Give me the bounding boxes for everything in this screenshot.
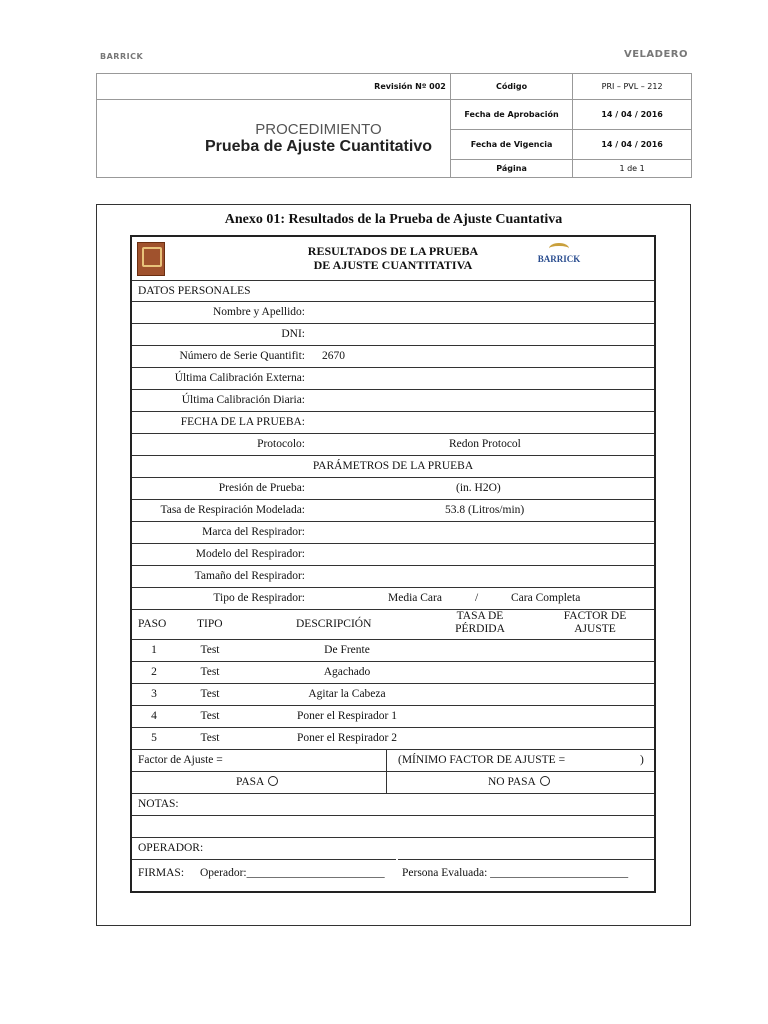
- vigencia-value: 14 / 04 / 2016: [573, 130, 692, 160]
- table-row: [132, 684, 654, 706]
- step-tipo: Test: [200, 644, 220, 656]
- step-tipo: Test: [200, 732, 220, 744]
- option-separator: /: [475, 592, 479, 604]
- step-tipo: Test: [200, 710, 220, 722]
- protocolo-label: Protocolo:: [257, 438, 305, 450]
- results-form: [130, 235, 656, 893]
- cal-ext-label: Última Calibración Externa:: [174, 372, 305, 384]
- step-paso: 5: [151, 732, 157, 744]
- vigencia-label: Fecha de Vigencia: [450, 130, 572, 160]
- codigo-label: Código: [450, 74, 572, 100]
- step-descripcion: Agitar la Cabeza: [308, 688, 386, 700]
- dni-label: DNI:: [281, 328, 305, 340]
- document-control-table: [96, 73, 692, 178]
- procedure-title: PROCEDIMIENTO: [255, 121, 382, 138]
- presion-value: (in. H2O): [456, 482, 501, 494]
- step-paso: 2: [151, 666, 157, 678]
- no-pasa-radio-icon[interactable]: [540, 776, 550, 786]
- form-title-line-2: DE AJUSTE CUANTITATIVA: [313, 258, 473, 272]
- steps-table-header: [132, 610, 654, 640]
- annex-box: [96, 204, 691, 926]
- pagina-label: Página: [450, 160, 572, 178]
- tipo-respirador-label: Tipo de Respirador:: [213, 592, 305, 604]
- tamano-label: Tamaño del Respirador:: [194, 570, 305, 582]
- col-factor-line-1: FACTOR DE: [563, 610, 627, 622]
- step-descripcion: Poner el Respirador 2: [297, 732, 397, 744]
- revision: Revisión Nº 002: [97, 74, 450, 100]
- col-tasa-line-1: TASA DE: [456, 610, 504, 622]
- step-descripcion: Agachado: [323, 666, 371, 678]
- minimo-close: ): [640, 754, 644, 766]
- fecha-label: FECHA DE LA PRUEBA:: [180, 416, 305, 428]
- step-descripcion: Poner el Respirador 1: [297, 710, 397, 722]
- operador-label: OPERADOR:: [138, 842, 204, 854]
- params-header: PARÁMETROS DE LA PRUEBA: [312, 460, 474, 472]
- pagina-value: 1 de 1: [573, 160, 692, 178]
- header-company: BARRICK: [100, 52, 144, 61]
- table-row: [132, 728, 654, 750]
- col-tipo: TIPO: [197, 618, 223, 630]
- serie-label: Número de Serie Quantifit:: [179, 350, 305, 362]
- table-row: [132, 662, 654, 684]
- step-descripcion: De Frente: [324, 644, 370, 656]
- nombre-label: Nombre y Apellido:: [213, 306, 305, 318]
- col-paso: PASO: [138, 618, 167, 630]
- barrick-logo: [534, 243, 584, 277]
- no-pasa-label: NO PASA: [488, 776, 536, 788]
- factor-row: [132, 750, 654, 772]
- table-row: [132, 640, 654, 662]
- col-factor-line-2: AJUSTE: [574, 623, 616, 635]
- aprobacion-value: 14 / 04 / 2016: [573, 100, 692, 130]
- procedure-subtitle: Prueba de Ajuste Cuantitativo: [204, 138, 432, 155]
- procedure-title-cell: [97, 100, 450, 178]
- tasa-value: 53.8 (Litros/min): [445, 504, 525, 516]
- form-title-line-1: RESULTADOS DE LA PRUEBA: [307, 244, 479, 258]
- serie-value: 2670: [322, 350, 345, 362]
- notas-label: NOTAS:: [138, 798, 179, 810]
- notas-blank-row: [132, 816, 654, 838]
- firmas-label: FIRMAS:: [138, 867, 185, 879]
- step-paso: 4: [151, 710, 157, 722]
- table-row: [132, 706, 654, 728]
- presion-label: Presión de Prueba:: [218, 482, 305, 494]
- codigo-value: PRI – PVL – 212: [573, 74, 692, 100]
- col-tasa-perdida: [432, 610, 528, 636]
- step-paso: 1: [151, 644, 157, 656]
- firma-operador: Operador:________________________: [200, 867, 385, 879]
- pasa-option[interactable]: [236, 776, 278, 788]
- pasa-label: PASA: [236, 776, 265, 788]
- factor-label: Factor de Ajuste =: [138, 754, 223, 766]
- cara-completa-option[interactable]: Cara Completa: [511, 592, 581, 604]
- aprobacion-label: Fecha de Aprobación: [450, 100, 572, 130]
- pasa-radio-icon[interactable]: [268, 776, 278, 786]
- header-site: VELADERO: [623, 49, 688, 60]
- personal-data-header: DATOS PERSONALES: [138, 285, 251, 297]
- media-cara-option[interactable]: Media Cara: [388, 592, 442, 604]
- firma-persona: Persona Evaluada: ________________________: [402, 867, 629, 879]
- barrick-logo-text: BARRICK: [537, 254, 581, 264]
- modelo-label: Modelo del Respirador:: [195, 548, 305, 560]
- tasa-label: Tasa de Respiración Modelada:: [160, 504, 305, 516]
- cal-diaria-label: Última Calibración Diaria:: [181, 394, 305, 406]
- col-factor-ajuste: [542, 610, 648, 636]
- annex-title: Anexo 01: Resultados de la Prueba de Ajuste Cuantativa: [224, 212, 563, 227]
- no-pasa-option[interactable]: [488, 776, 550, 788]
- step-paso: 3: [151, 688, 157, 700]
- minimo-label: (MÍNIMO FACTOR DE AJUSTE =: [398, 754, 566, 766]
- col-descripcion: DESCRIPCIÓN: [296, 618, 372, 630]
- step-tipo: Test: [200, 666, 220, 678]
- marca-label: Marca del Respirador:: [202, 526, 305, 538]
- pass-row: [132, 772, 654, 794]
- protocolo-value: Redon Protocol: [449, 438, 521, 450]
- step-tipo: Test: [200, 688, 220, 700]
- col-tasa-line-2: PÉRDIDA: [455, 623, 505, 635]
- form-title-row: [132, 237, 654, 281]
- barrick-logo-icon: [549, 243, 569, 254]
